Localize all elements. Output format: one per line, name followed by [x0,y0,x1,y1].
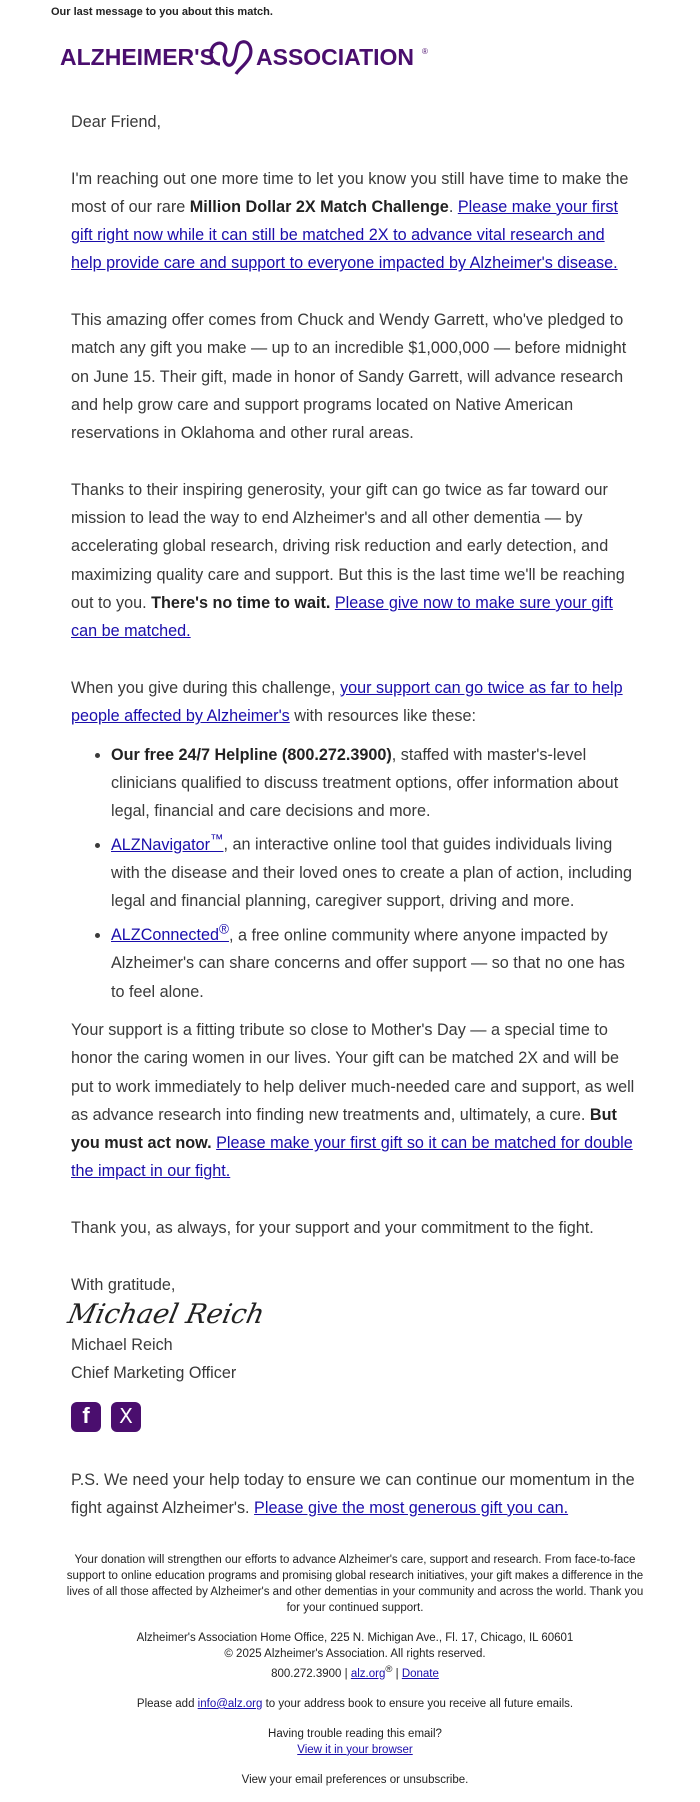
generous-gift-link[interactable]: Please give the most generous gift you can. [254,1498,569,1517]
alzheimers-association-logo[interactable] [60,34,430,78]
alz-org-link[interactable]: alz.org [350,1667,386,1680]
footer-address-book: Please add info@alz.org to your address book to ensure you receive all future emails. [136,1697,574,1710]
list-item-alzconnected: • ALZConnected®, a free online community where anyone impacted by Alzheimer's can share concerns and offer support — so that no one has to feel alone. [111,916,639,1006]
footer-copyright: © 2025 Alzheimer's Association. All rights reserved. [224,1648,486,1660]
double-impact-link[interactable]: Please make your first gift so it can be matched for double the impact in our fight. [71,1134,633,1181]
list-item-helpline: • Our free 24/7 Helpline (800.272.3900), staffed with master's-level clinicians qualified to discuss treatment options, offer information about legal, financial and care decisions and more. [111,741,639,826]
greeting: Dear Friend, [71,113,161,131]
paragraph-mothers-day: Your support is a fitting tribute so close to Mother's Day — a special time to honor the caring women in our lives. Your gift can be matched 2X and will be put to work immediately to help deliver much-needed care and support, as well as advance research into finding new treatments and, ultimately, a cure. But you must act now. Please make your first gift so it can be matched for double the impact in our fight. [71,1020,635,1181]
match-challenge-bold: Million Dollar 2X Match Challenge [189,197,449,216]
no-time-bold: There's no time to wait. [151,594,331,613]
first-gift-link[interactable]: Please make your first gift right now while it can still be matched 2X to advance vital research and help provide care and support to everyone impacted by Alzheimer's disease. [71,197,618,273]
view-in-browser-link[interactable]: View it in your browser [297,1743,413,1756]
paragraph-thank-you: Thank you, as always, for your support and your commitment to the fight. [71,1219,594,1238]
logo-mark-icon [211,42,251,74]
signer-title: Chief Marketing Officer [71,1364,237,1383]
footer-trouble-text: Having trouble reading this email? [268,1727,442,1740]
resources-list [71,741,639,1006]
footer-contact-line: 800.272.3900 | alz.org® | Donate [271,1664,439,1680]
give-now-link[interactable]: Please give now to make sure your gift can be matched. [71,594,613,641]
footer-browser-line [60,1742,650,1758]
logo-left-word: ALZHEIMER'S [60,44,215,70]
x-twitter-icon[interactable]: X [111,1402,141,1432]
email-body [65,108,639,1550]
alznavigator-link[interactable]: ALZNavigator™ [111,831,224,854]
email-footer [60,1552,650,1802]
email-preferences-link[interactable]: View your email preferences or unsubscribe. [241,1773,469,1786]
logo-reg-mark: ® [422,47,428,56]
social-links [71,1402,639,1432]
facebook-icon[interactable]: f [71,1402,101,1432]
info-email-link[interactable]: info@alz.org [197,1697,263,1710]
paragraph-offer: This amazing offer comes from Chuck and Wendy Garrett, who've pledged to match any gift you make — up to an incredible $1,000,000 — before midnight on June 15. Their gift, made in honor of Sandy Garrett, will advance research and help grow care and support programs located on Native American reservations in Oklahoma and other rural areas. [71,311,627,443]
footer-blurb: Your donation will strengthen our efforts to advance Alzheimer's care, support and research. From face-to-face support to online education programs and promising global research initiatives, your gift makes a difference in the lives of all those affected by Alzheimer's and other dementias in your community and across the world. Thank you for your continued support. [66,1554,644,1614]
paragraph-generosity: Thanks to their inspiring generosity, your gift can go twice as far toward our mission to lead the way to end Alzheimer's and all other dementia — by accelerating global research, driving risk reduction and early detection, and maximizing quality care and support. But this is the last time we'll be reaching out to you. There's no time to wait. Please give now to make sure your gift can be matched. [71,480,625,641]
closing: With gratitude, [71,1275,176,1294]
svg-text:Michael Reich: Michael Reich [65,1299,268,1330]
preheader-text: Our last message to you about this match. [51,6,273,18]
footer-address: Alzheimer's Association Home Office, 225 N. Michigan Ave., Fl. 17, Chicago, IL 60601 [136,1632,574,1644]
logo-right-word: ASSOCIATION [256,44,415,70]
signer-name: Michael Reich [71,1335,173,1354]
list-item-alznavigator: • ALZNavigator™, an interactive online tool that guides individuals living with the disease and their loved ones to create a plan of action, including legal and financial planning, caregiver support, driving and more. [111,825,639,915]
handwritten-signature [65,1293,268,1331]
signature-block [65,1271,639,1388]
paragraph-resources-intro: When you give during this challenge, your support can go twice as far to help people affected by Alzheimer's with resources like these: [71,678,623,726]
donate-link[interactable]: Donate [401,1667,439,1680]
act-now-bold: But you must act now. [71,1105,617,1153]
alzconnected-link[interactable]: ALZConnected® [111,921,229,945]
postscript: P.S. We need your help today to ensure we can continue our momentum in the fight against Alzheimer's. Please give the most generous gift you can. [71,1470,635,1517]
support-twice-link[interactable]: your support can go twice as far to help people affected by Alzheimer's [71,678,623,726]
paragraph-intro: I'm reaching out one more time to let you know you still have time to make the most of our rare Million Dollar 2X Match Challenge. Please make your first gift right now while it can still be matched 2X to advance vital research and help provide care and support to everyone impacted by Alzheimer's disease. [71,169,629,273]
